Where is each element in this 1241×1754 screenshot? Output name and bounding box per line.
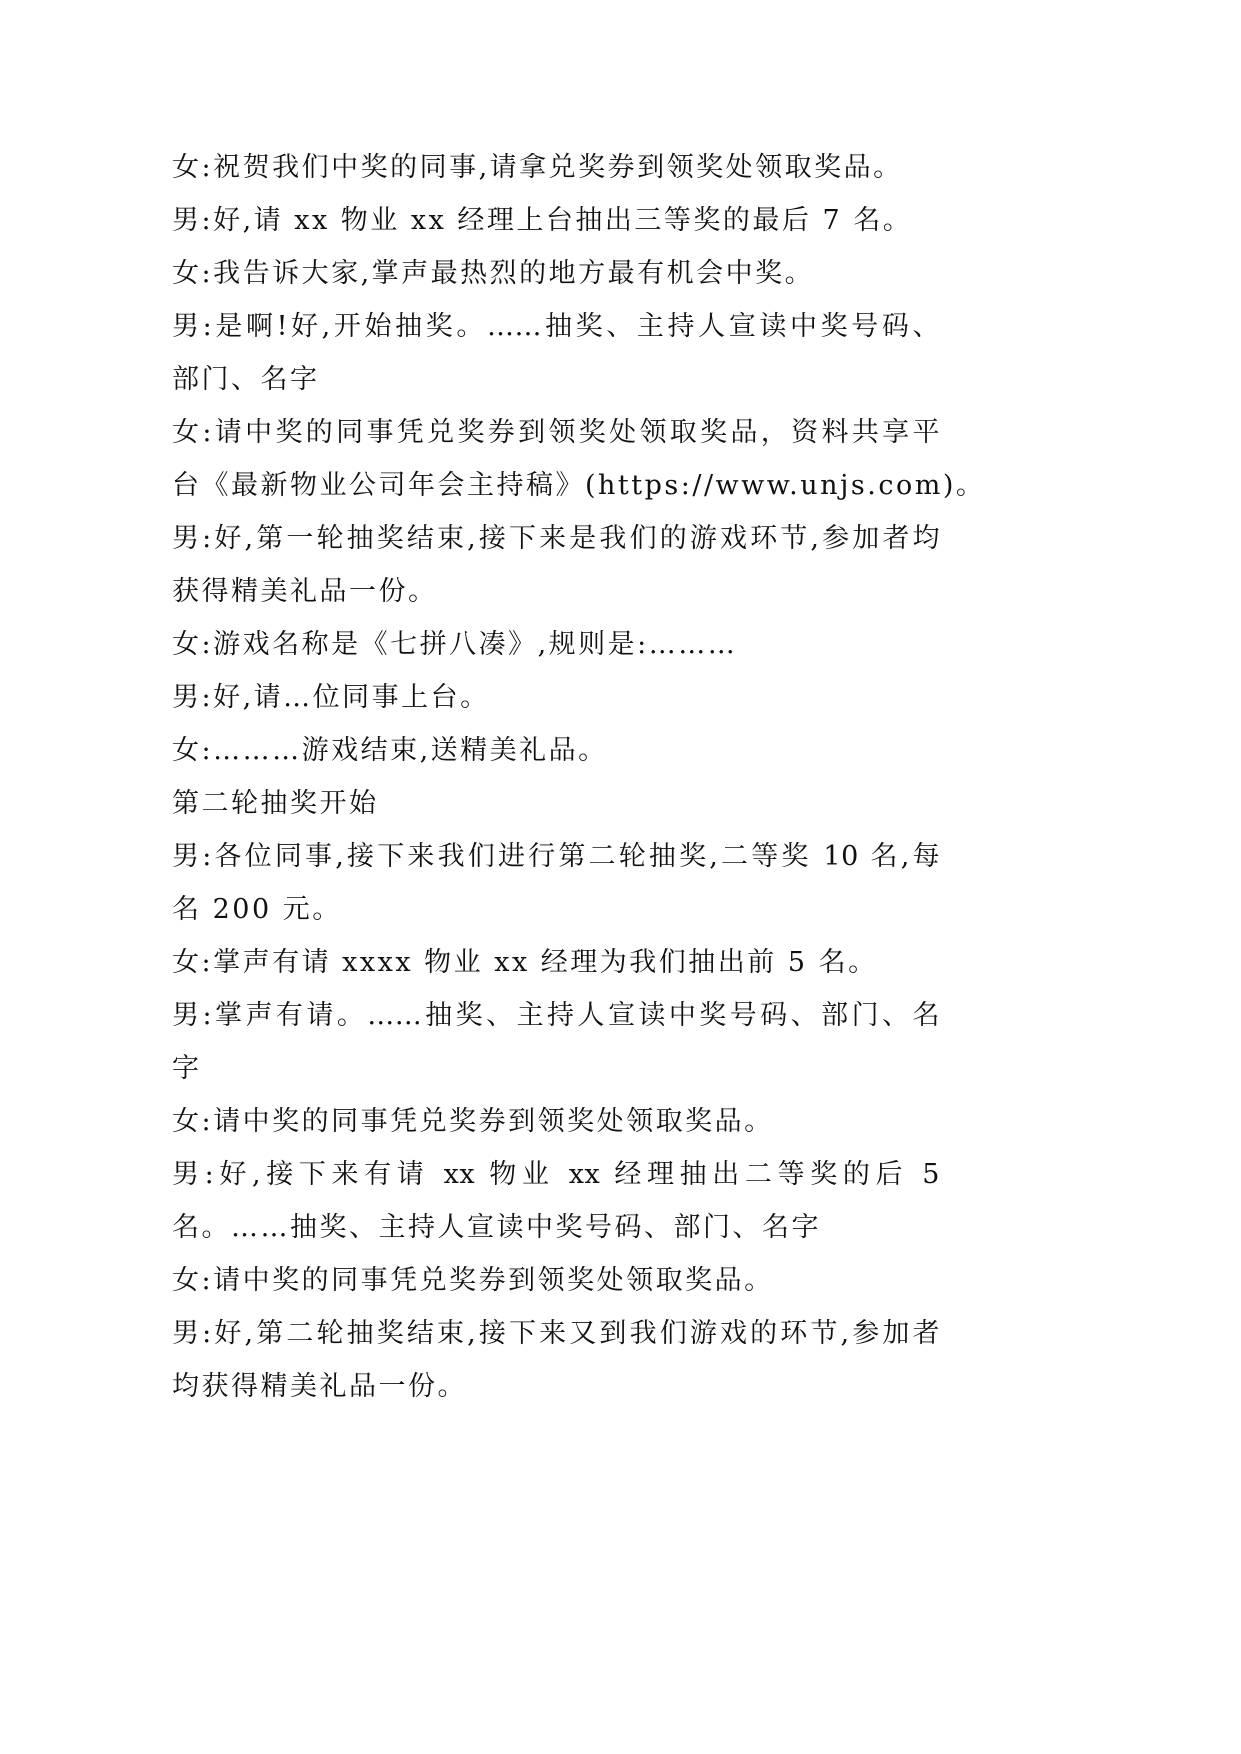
text-line: 男:是啊!好,开始抽奖。……抽奖、主持人宣读中奖号码、	[172, 311, 940, 342]
text-line: 男:好,接下来有请 xx 物业 xx 经理抽出二等奖的后 5	[172, 1159, 940, 1190]
text-line: 女:请中奖的同事凭兑奖券到领奖处领取奖品。	[172, 1106, 774, 1137]
dialogue-paragraph	[172, 194, 992, 247]
text-line: 女:我告诉大家,掌声最热烈的地方最有机会中奖。	[172, 258, 815, 289]
text-line: 男:掌声有请。……抽奖、主持人宣读中奖号码、部门、名	[172, 1000, 940, 1031]
dialogue-paragraph	[172, 989, 992, 1095]
dialogue-paragraph	[172, 1095, 992, 1148]
text-line: 台《最新物业公司年会主持稿》(https://www.unjs.com)。	[172, 470, 986, 501]
text-line: 部门、名字	[172, 364, 320, 395]
text-line: 男:各位同事,接下来我们进行第二轮抽奖,二等奖 10 名,每	[172, 841, 940, 872]
text-line: 女:请中奖的同事凭兑奖券到领奖处领取奖品。	[172, 1265, 774, 1296]
dialogue-paragraph	[172, 724, 992, 777]
text-line: 男:好,第二轮抽奖结束,接下来又到我们游戏的环节,参加者	[172, 1318, 940, 1349]
text-line: 男:好,请…位同事上台。	[172, 682, 490, 713]
dialogue-paragraph	[172, 512, 992, 618]
dialogue-paragraph	[172, 671, 992, 724]
text-line: 均获得精美礼品一份。	[172, 1371, 467, 1402]
dialogue-paragraph	[172, 618, 992, 671]
section-heading	[172, 777, 992, 830]
text-line: 女:………游戏结束,送精美礼品。	[172, 735, 608, 766]
dialogue-paragraph	[172, 936, 992, 989]
dialogue-paragraph	[172, 1254, 992, 1307]
document-body	[172, 141, 992, 1413]
text-line: 女:祝贺我们中奖的同事,请拿兑奖券到领奖处领取奖品。	[172, 152, 903, 183]
dialogue-paragraph	[172, 830, 992, 936]
text-line: 女:游戏名称是《七拼八凑》,规则是:………	[172, 629, 738, 660]
text-line: 获得精美礼品一份。	[172, 576, 438, 607]
dialogue-paragraph	[172, 141, 992, 194]
dialogue-paragraph	[172, 300, 992, 406]
dialogue-paragraph	[172, 406, 992, 512]
text-line: 名 200 元。	[172, 894, 342, 925]
text-line: 男:好,第一轮抽奖结束,接下来是我们的游戏环节,参加者均	[172, 523, 940, 554]
dialogue-paragraph	[172, 1148, 992, 1254]
text-line: 女:请中奖的同事凭兑奖券到领奖处领取奖品，资料共享平	[172, 417, 940, 448]
text-line: 女:掌声有请 xxxx 物业 xx 经理为我们抽出前 5 名。	[172, 947, 878, 978]
text-line: 名。……抽奖、主持人宣读中奖号码、部门、名字	[172, 1212, 821, 1243]
section-heading-line: 第二轮抽奖开始	[172, 788, 379, 819]
text-line: 男:好,请 xx 物业 xx 经理上台抽出三等奖的最后 7 名。	[172, 205, 913, 236]
dialogue-paragraph	[172, 1307, 992, 1413]
text-line: 字	[172, 1053, 202, 1084]
dialogue-paragraph	[172, 247, 992, 300]
